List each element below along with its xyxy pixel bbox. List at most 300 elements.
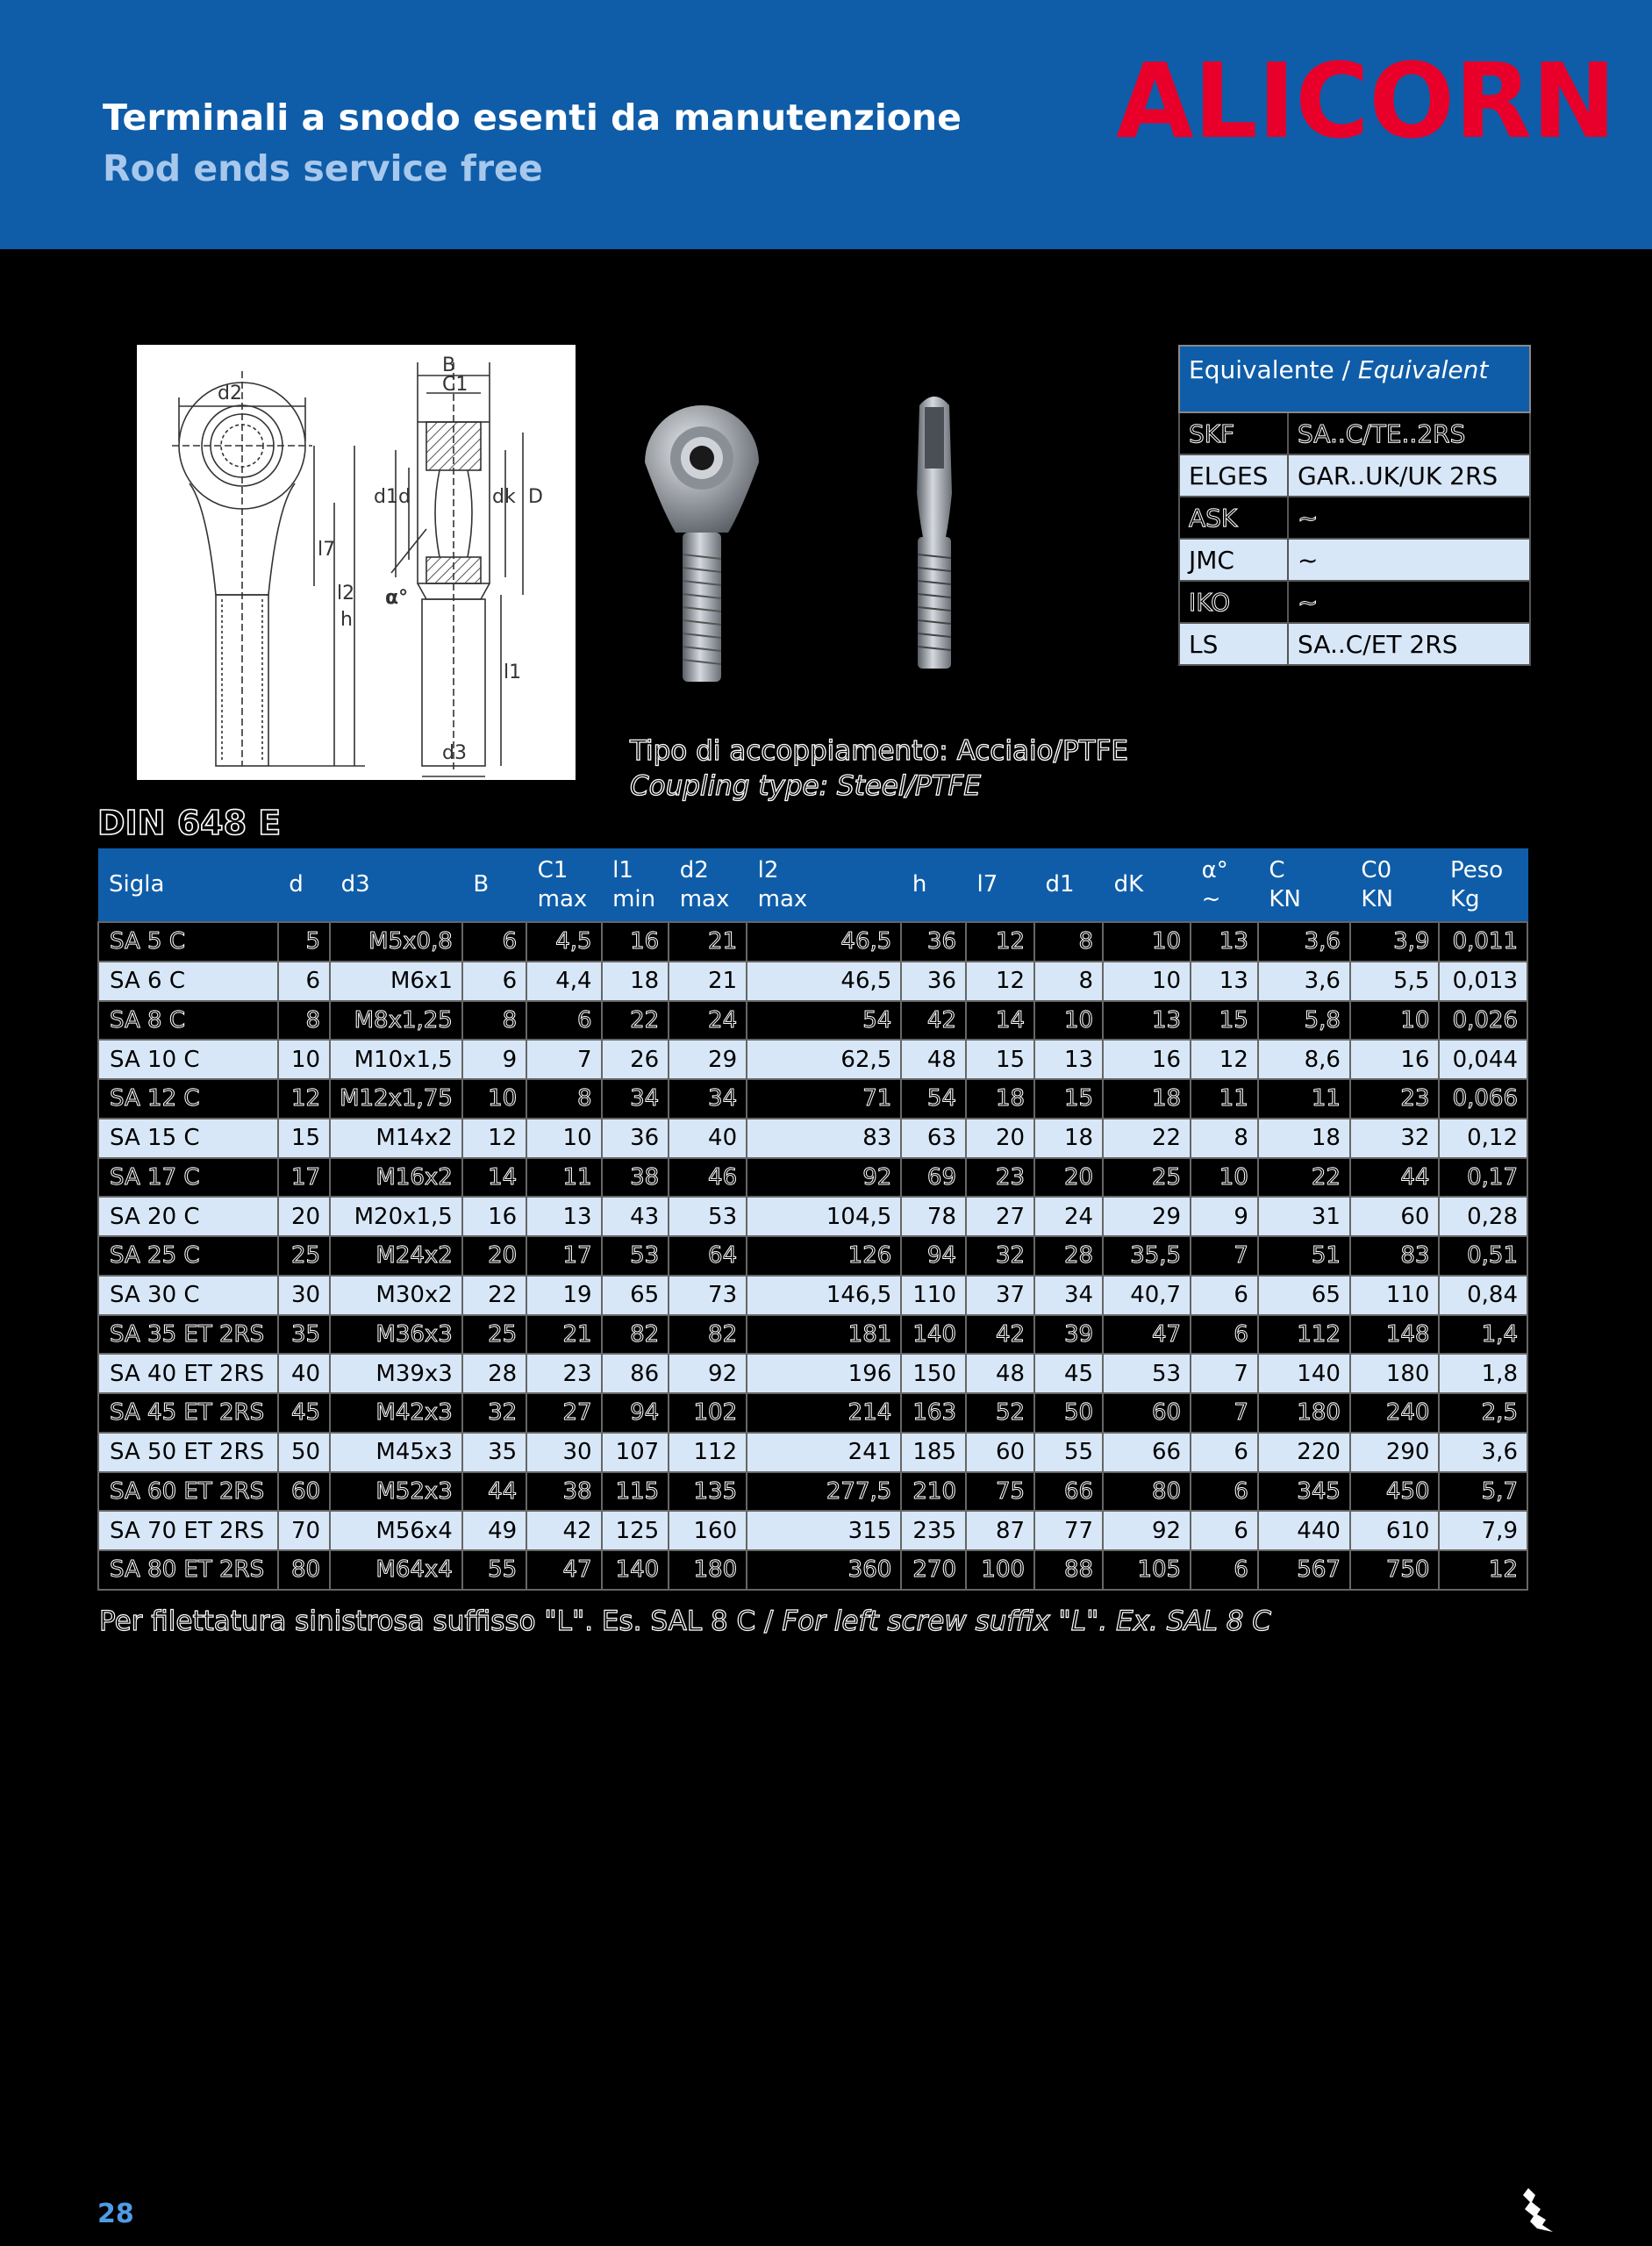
table-row	[98, 962, 1527, 1001]
table-row	[98, 1158, 1527, 1198]
table-cell: 17	[278, 1158, 330, 1198]
header-band	[0, 0, 1652, 249]
table-cell: 16	[1103, 1040, 1191, 1079]
table-cell: 11	[1258, 1079, 1350, 1119]
table-cell: 62,5	[747, 1040, 901, 1079]
column-header	[966, 848, 1034, 922]
rod-end-photo-side	[904, 388, 965, 673]
column-header-label: B	[473, 871, 490, 898]
table-cell: 0,12	[1439, 1119, 1527, 1158]
label-b: B	[442, 354, 456, 376]
table-cell: 35,5	[1103, 1236, 1191, 1276]
table-cell: 6	[462, 962, 526, 1001]
table-cell: 46,5	[747, 962, 901, 1001]
table-cell: 610	[1350, 1511, 1440, 1550]
table-cell: 55	[462, 1550, 526, 1590]
table-cell: 16	[462, 1197, 526, 1236]
table-cell: 63	[901, 1119, 966, 1158]
table-cell: 65	[1258, 1276, 1350, 1315]
table-cell: 75	[966, 1472, 1034, 1512]
table-cell: 35	[462, 1433, 526, 1472]
row-code: SA 70 ET 2RS	[98, 1511, 278, 1550]
row-code: SA 10 C	[98, 1040, 278, 1079]
table-cell: 14	[966, 1001, 1034, 1041]
table-cell: 22	[1258, 1158, 1350, 1198]
table-row	[98, 1354, 1527, 1393]
table-cell: 45	[278, 1393, 330, 1433]
equivalent-row	[1179, 454, 1530, 497]
column-header-label: dK	[1113, 871, 1144, 898]
table-cell: 110	[1350, 1276, 1440, 1315]
table-cell: 0,17	[1439, 1158, 1527, 1198]
table-cell: 360	[747, 1550, 901, 1590]
table-cell: 13	[1191, 962, 1258, 1001]
table-cell: 4,5	[526, 922, 601, 962]
table-cell: 20	[462, 1236, 526, 1276]
column-header-unit: max	[679, 885, 730, 912]
table-cell: 71	[747, 1079, 901, 1119]
table-cell: 102	[669, 1393, 747, 1433]
table-cell: M45x3	[330, 1433, 462, 1472]
brand-text: ALICORN	[1116, 51, 1616, 143]
table-cell: 82	[669, 1315, 747, 1355]
table-cell: 13	[526, 1197, 601, 1236]
table-cell: 3,6	[1258, 922, 1350, 962]
table-cell: 2,5	[1439, 1393, 1527, 1433]
table-cell: 22	[602, 1001, 669, 1041]
column-header-unit: min	[612, 885, 656, 912]
coupling-type	[630, 733, 1128, 804]
table-cell: 66	[1034, 1472, 1103, 1512]
table-cell: 70	[278, 1511, 330, 1550]
coupling-type-it: Tipo di accoppiamento: Acciaio/PTFE	[630, 735, 1129, 767]
equivalents-header-en: Equivalent	[1357, 355, 1489, 384]
table-row	[98, 1001, 1527, 1041]
table-cell: 55	[1034, 1433, 1103, 1472]
table-cell: M64x4	[330, 1550, 462, 1590]
table-cell: 241	[747, 1433, 901, 1472]
table-cell: 53	[602, 1236, 669, 1276]
table-cell: 50	[278, 1433, 330, 1472]
alicorn-mark-icon	[1511, 2185, 1560, 2235]
label-h: h	[340, 609, 353, 631]
table-cell: 29	[1103, 1197, 1191, 1236]
table-cell: 49	[462, 1511, 526, 1550]
equivalent-row	[1179, 623, 1530, 665]
table-cell: 3,6	[1258, 962, 1350, 1001]
table-row	[98, 1472, 1527, 1512]
row-code: SA 15 C	[98, 1119, 278, 1158]
table-cell: 450	[1350, 1472, 1440, 1512]
column-header-unit: Kg	[1449, 885, 1480, 912]
table-cell: 3,9	[1350, 922, 1440, 962]
table-cell: 12	[1439, 1550, 1527, 1590]
table-cell: 104,5	[747, 1197, 901, 1236]
table-cell: 30	[278, 1276, 330, 1315]
column-header	[1350, 848, 1440, 922]
table-cell: M42x3	[330, 1393, 462, 1433]
row-code: SA 20 C	[98, 1197, 278, 1236]
column-header-label: Sigla	[109, 871, 165, 898]
column-header-label: α°	[1201, 856, 1228, 883]
table-cell: 25	[1103, 1158, 1191, 1198]
table-cell: 29	[669, 1040, 747, 1079]
label-l2: l2	[337, 583, 355, 604]
label-d3: d3	[442, 742, 467, 764]
table-cell: 6	[1191, 1472, 1258, 1512]
table-cell: M56x4	[330, 1511, 462, 1550]
column-header	[602, 848, 669, 922]
table-cell: 32	[462, 1393, 526, 1433]
table-cell: 0,011	[1439, 922, 1527, 962]
table-cell: 110	[901, 1276, 966, 1315]
table-cell: 140	[1258, 1354, 1350, 1393]
table-cell: 23	[526, 1354, 601, 1393]
row-code: SA 17 C	[98, 1158, 278, 1198]
table-cell: 277,5	[747, 1472, 901, 1512]
table-cell: 6	[526, 1001, 601, 1041]
table-cell: 8,6	[1258, 1040, 1350, 1079]
table-cell: 10	[526, 1119, 601, 1158]
row-code: SA 50 ET 2RS	[98, 1433, 278, 1472]
title-italian: Terminali a snodo esenti da manutenzione	[103, 97, 962, 139]
table-cell: 9	[1191, 1197, 1258, 1236]
table-cell: 10	[1034, 1001, 1103, 1041]
equivalent-brand: ELGES	[1179, 454, 1288, 497]
table-cell: 83	[1350, 1236, 1440, 1276]
table-cell: 50	[1034, 1393, 1103, 1433]
column-header	[747, 848, 901, 922]
equivalent-code: ~	[1288, 581, 1530, 623]
table-cell: 220	[1258, 1433, 1350, 1472]
table-cell: 8	[278, 1001, 330, 1041]
table-cell: 52	[966, 1393, 1034, 1433]
table-cell: 185	[901, 1433, 966, 1472]
table-cell: 6	[1191, 1433, 1258, 1472]
page-number: 28	[97, 2199, 134, 2229]
row-code: SA 60 ET 2RS	[98, 1472, 278, 1512]
equivalent-code: SA..C/TE..2RS	[1288, 412, 1530, 454]
table-cell: 34	[1034, 1276, 1103, 1315]
table-cell: 0,013	[1439, 962, 1527, 1001]
table-cell: 92	[1103, 1511, 1191, 1550]
footnote-it: Per filettatura sinistrosa suffisso "L". Es. SAL 8 C /	[99, 1606, 774, 1637]
table-cell: M6x1	[330, 962, 462, 1001]
row-code: SA 12 C	[98, 1079, 278, 1119]
table-cell: 18	[966, 1079, 1034, 1119]
column-header-label: d3	[340, 871, 370, 898]
label-dk: dk	[492, 486, 516, 508]
table-cell: 160	[669, 1511, 747, 1550]
table-cell: 16	[602, 922, 669, 962]
table-cell: 40	[278, 1354, 330, 1393]
table-cell: 12	[1191, 1040, 1258, 1079]
table-cell: 13	[1103, 1001, 1191, 1041]
table-cell: 750	[1350, 1550, 1440, 1590]
table-cell: 10	[278, 1040, 330, 1079]
column-header-label: d1	[1045, 871, 1075, 898]
rod-end-photo-front	[640, 379, 763, 686]
column-header	[462, 848, 526, 922]
equivalent-code: SA..C/ET 2RS	[1288, 623, 1530, 665]
table-cell: 112	[669, 1433, 747, 1472]
row-code: SA 40 ET 2RS	[98, 1354, 278, 1393]
table-cell: 6	[1191, 1315, 1258, 1355]
table-cell: M52x3	[330, 1472, 462, 1512]
footnote	[99, 1606, 1271, 1637]
table-cell: 39	[1034, 1315, 1103, 1355]
column-header	[526, 848, 601, 922]
table-cell: 20	[278, 1197, 330, 1236]
table-cell: 87	[966, 1511, 1034, 1550]
equivalent-brand: LS	[1179, 623, 1288, 665]
equivalent-row	[1179, 412, 1530, 454]
table-cell: 27	[966, 1197, 1034, 1236]
label-d1: d1	[374, 486, 398, 508]
table-cell: 0,026	[1439, 1001, 1527, 1041]
table-cell: 10	[1191, 1158, 1258, 1198]
table-cell: 567	[1258, 1550, 1350, 1590]
label-d2: d2	[218, 383, 242, 404]
table-row	[98, 1393, 1527, 1433]
table-cell: 51	[1258, 1236, 1350, 1276]
row-code: SA 45 ET 2RS	[98, 1393, 278, 1433]
table-cell: 8	[1034, 922, 1103, 962]
table-cell: M14x2	[330, 1119, 462, 1158]
table-row	[98, 922, 1527, 962]
table-cell: 1,8	[1439, 1354, 1527, 1393]
column-header-unit: ~	[1201, 885, 1221, 912]
table-cell: 45	[1034, 1354, 1103, 1393]
label-d: d	[398, 486, 411, 508]
column-header-label: d	[289, 871, 304, 898]
table-cell: 83	[747, 1119, 901, 1158]
table-cell: 65	[602, 1276, 669, 1315]
equivalent-code: ~	[1288, 497, 1530, 539]
table-cell: 240	[1350, 1393, 1440, 1433]
row-code: SA 35 ET 2RS	[98, 1315, 278, 1355]
table-cell: 3,6	[1439, 1433, 1527, 1472]
table-cell: 46,5	[747, 922, 901, 962]
table-row	[98, 1433, 1527, 1472]
table-cell: 4,4	[526, 962, 601, 1001]
table-cell: 8	[526, 1079, 601, 1119]
table-cell: 0,84	[1439, 1276, 1527, 1315]
table-cell: 77	[1034, 1511, 1103, 1550]
table-cell: 6	[462, 922, 526, 962]
table-row	[98, 1315, 1527, 1355]
table-cell: 7	[526, 1040, 601, 1079]
table-cell: 6	[1191, 1511, 1258, 1550]
row-code: SA 25 C	[98, 1236, 278, 1276]
table-cell: 23	[966, 1158, 1034, 1198]
table-row	[98, 1040, 1527, 1079]
label-alpha: α°	[385, 587, 409, 609]
table-cell: 148	[1350, 1315, 1440, 1355]
table-cell: 0,044	[1439, 1040, 1527, 1079]
table-cell: 163	[901, 1393, 966, 1433]
table-cell: 440	[1258, 1511, 1350, 1550]
table-cell: 140	[602, 1550, 669, 1590]
table-cell: 47	[1103, 1315, 1191, 1355]
table-cell: 126	[747, 1236, 901, 1276]
table-cell: 48	[901, 1040, 966, 1079]
table-cell: 24	[669, 1001, 747, 1041]
dimensions-table	[97, 848, 1528, 1591]
table-cell: 8	[462, 1001, 526, 1041]
table-cell: 92	[747, 1158, 901, 1198]
column-header-unit: max	[537, 885, 588, 912]
column-header	[278, 848, 330, 922]
table-cell: 15	[278, 1119, 330, 1158]
equivalents-header-it: Equivalente /	[1189, 355, 1351, 384]
table-cell: 20	[966, 1119, 1034, 1158]
table-cell: 42	[526, 1511, 601, 1550]
table-cell: 345	[1258, 1472, 1350, 1512]
row-code: SA 8 C	[98, 1001, 278, 1041]
table-cell: M20x1,5	[330, 1197, 462, 1236]
table-cell: 34	[602, 1079, 669, 1119]
row-code: SA 5 C	[98, 922, 278, 962]
table-cell: 11	[1191, 1079, 1258, 1119]
table-cell: 13	[1191, 922, 1258, 962]
table-cell: M36x3	[330, 1315, 462, 1355]
table-cell: 69	[901, 1158, 966, 1198]
table-cell: 18	[1103, 1079, 1191, 1119]
table-row	[98, 1511, 1527, 1550]
table-cell: 15	[1191, 1001, 1258, 1041]
table-cell: 21	[669, 922, 747, 962]
equivalents-table	[1178, 345, 1531, 666]
table-cell: 214	[747, 1393, 901, 1433]
table-cell: 25	[462, 1315, 526, 1355]
row-code: SA 80 ET 2RS	[98, 1550, 278, 1590]
row-code: SA 6 C	[98, 962, 278, 1001]
table-cell: 12	[462, 1119, 526, 1158]
table-cell: 15	[1034, 1079, 1103, 1119]
column-header	[669, 848, 747, 922]
table-cell: 10	[462, 1079, 526, 1119]
table-cell: 21	[669, 962, 747, 1001]
table-cell: 10	[1350, 1001, 1440, 1041]
table-cell: 78	[901, 1197, 966, 1236]
table-cell: 8	[1191, 1119, 1258, 1158]
table-cell: 180	[1350, 1354, 1440, 1393]
table-cell: 24	[1034, 1197, 1103, 1236]
table-cell: 88	[1034, 1550, 1103, 1590]
table-cell: 7	[1191, 1354, 1258, 1393]
table-cell: 315	[747, 1511, 901, 1550]
table-cell: 47	[526, 1550, 601, 1590]
table-cell: M24x2	[330, 1236, 462, 1276]
table-cell: 28	[1034, 1236, 1103, 1276]
table-cell: 42	[901, 1001, 966, 1041]
table-cell: 60	[966, 1433, 1034, 1472]
table-cell: 196	[747, 1354, 901, 1393]
table-cell: 53	[669, 1197, 747, 1236]
table-cell: 112	[1258, 1315, 1350, 1355]
table-cell: 48	[966, 1354, 1034, 1393]
table-cell: 5,7	[1439, 1472, 1527, 1512]
table-cell: 21	[526, 1315, 601, 1355]
table-cell: M30x2	[330, 1276, 462, 1315]
alicorn-logo	[1116, 51, 1616, 143]
table-cell: 6	[1191, 1276, 1258, 1315]
table-cell: 36	[602, 1119, 669, 1158]
table-cell: 54	[747, 1001, 901, 1041]
table-cell: 53	[1103, 1354, 1191, 1393]
column-header-label: l7	[976, 871, 998, 898]
table-cell: M16x2	[330, 1158, 462, 1198]
table-cell: 100	[966, 1550, 1034, 1590]
table-cell: 94	[602, 1393, 669, 1433]
label-l1: l1	[504, 662, 522, 683]
table-cell: 140	[901, 1315, 966, 1355]
table-cell: 60	[278, 1472, 330, 1512]
table-cell: 31	[1258, 1197, 1350, 1236]
table-cell: 16	[1350, 1040, 1440, 1079]
table-cell: 25	[278, 1236, 330, 1276]
table-cell: 12	[278, 1079, 330, 1119]
table-cell: 180	[1258, 1393, 1350, 1433]
table-cell: 38	[526, 1472, 601, 1512]
table-cell: 8	[1034, 962, 1103, 1001]
table-cell: 37	[966, 1276, 1034, 1315]
table-cell: 1,4	[1439, 1315, 1527, 1355]
column-header	[330, 848, 462, 922]
equivalent-row	[1179, 539, 1530, 581]
din-standard: DIN 648 E	[97, 804, 282, 842]
table-cell: 6	[1191, 1550, 1258, 1590]
table-cell: 32	[966, 1236, 1034, 1276]
column-header-unit: KN	[1361, 885, 1393, 912]
equivalent-row	[1179, 581, 1530, 623]
equivalent-brand: JMC	[1179, 539, 1288, 581]
label-l7: l7	[318, 539, 336, 561]
column-header	[1103, 848, 1191, 922]
table-cell: 34	[669, 1079, 747, 1119]
table-cell: 10	[1103, 962, 1191, 1001]
table-cell: 235	[901, 1511, 966, 1550]
table-cell: M5x0,8	[330, 922, 462, 962]
label-big-d: D	[528, 486, 543, 508]
table-cell: 17	[526, 1236, 601, 1276]
table-cell: 26	[602, 1040, 669, 1079]
label-c1: C1	[442, 374, 468, 396]
table-cell: 60	[1103, 1393, 1191, 1433]
table-cell: 18	[602, 962, 669, 1001]
table-cell: 40	[669, 1119, 747, 1158]
table-cell: 115	[602, 1472, 669, 1512]
table-cell: 86	[602, 1354, 669, 1393]
table-cell: 73	[669, 1276, 747, 1315]
table-cell: 150	[901, 1354, 966, 1393]
title-english: Rod ends service free	[103, 147, 543, 190]
column-header-label: C1	[537, 856, 569, 883]
column-header-label: d2	[679, 856, 709, 883]
table-cell: 28	[462, 1354, 526, 1393]
table-cell: 6	[278, 962, 330, 1001]
table-cell: 5	[278, 922, 330, 962]
table-cell: 42	[966, 1315, 1034, 1355]
table-cell: 15	[966, 1040, 1034, 1079]
table-row	[98, 1276, 1527, 1315]
table-cell: 105	[1103, 1550, 1191, 1590]
column-header	[1191, 848, 1258, 922]
column-header-unit: KN	[1269, 885, 1301, 912]
table-cell: M8x1,25	[330, 1001, 462, 1041]
table-cell: 43	[602, 1197, 669, 1236]
